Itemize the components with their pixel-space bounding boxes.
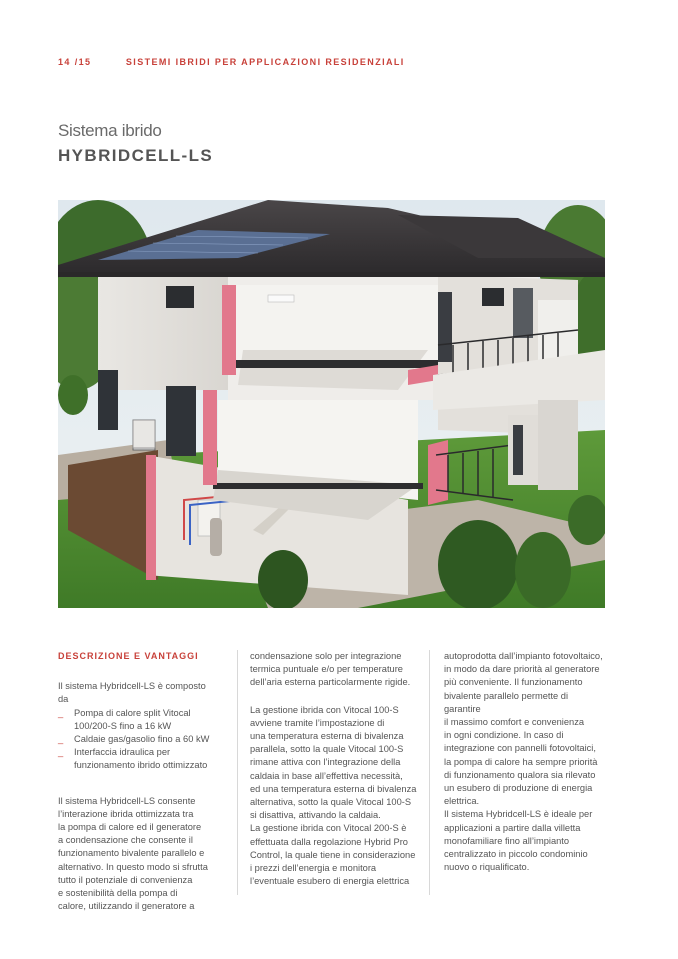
section-title: SISTEMI IBRIDI PER APPLICAZIONI RESIDENZIALI xyxy=(125,57,405,67)
list-item: _ Interfaccia idraulica per funzionamento ibrido ottimizzato xyxy=(58,747,208,771)
column-divider xyxy=(429,650,430,895)
intro-text: Il sistema Hybridcell-LS è composto da xyxy=(58,681,206,705)
page-title-line2: HYBRIDCELL-LS xyxy=(58,146,214,165)
page-number: 14 /15 xyxy=(58,57,92,67)
text-column-3 xyxy=(444,650,606,874)
paragraph: condensazione solo per integrazione termica puntuale e/o per temperature dell’aria esterna particolarmente rigide. xyxy=(250,651,411,688)
page-title-line1: Sistema ibrido xyxy=(58,121,162,140)
page-header xyxy=(58,57,405,67)
section-heading: DESCRIZIONE E VANTAGGI xyxy=(58,651,199,661)
list-item: _ Pompa di calore split Vitocal 100/200-S fino a 16 kW xyxy=(58,707,191,731)
paragraph: Il sistema Hybridcell-LS consente l’interazione ibrida ottimizzata tra la pompa di calore ed il generatore a condensazione che consente il funzionamento bivalente parallelo e alternativo. In questo modo si sfrutta tutto il potenziale di convenienza e sostenibilità della pompa di calore, utilizzando il generatore a xyxy=(58,795,208,912)
house-cutaway-illustration xyxy=(58,200,605,608)
paragraph: La gestione ibrida con Vitocal 100-S avviene tramite l’impostazione di una temperatura esterna di bivalenza parallela, sotto la quale Vitocal 100-S rimane attiva con l’integrazione della caldaia in base all’effettiva necessità, ed una temperatura esterna di bivalenza alternativa, sotto la quale Vitocal 100-S si disattiva, attivando la caldaia. La gestione ibrida con Vitocal 200-S è effettuata dalla regolazione Hybrid Pro Control, la quale tiene in considerazione i prezzi dell’energia e monitora l’eventuale esubero di energia elettrica xyxy=(250,704,417,887)
component-list xyxy=(58,707,218,773)
text-column-2 xyxy=(250,650,418,888)
list-item: _ Caldaie gas/gasolio fino a 60 kW xyxy=(58,734,210,745)
paragraph: autoprodotta dall’impianto fotovoltaico, in modo da dare priorità al generatore più conveniente. Il funzionamento bivalente parallelo permette di garantire il massimo comfort e convenienza in ogni condizione. In caso di integrazione con pannelli fotovoltaici, la pompa di calore ha sempre priorità di funzionamento qualora sia rilevato un esubero di produzione di energia elettrica. Il sistema Hybridcell-LS è ideale per applicazioni a partire dalla villetta monofamiliare fino all’impianto centralizzato in piccolo condominio nuovo o riqualificato. xyxy=(444,651,603,873)
text-column-1 xyxy=(58,650,218,913)
column-divider xyxy=(237,650,238,895)
